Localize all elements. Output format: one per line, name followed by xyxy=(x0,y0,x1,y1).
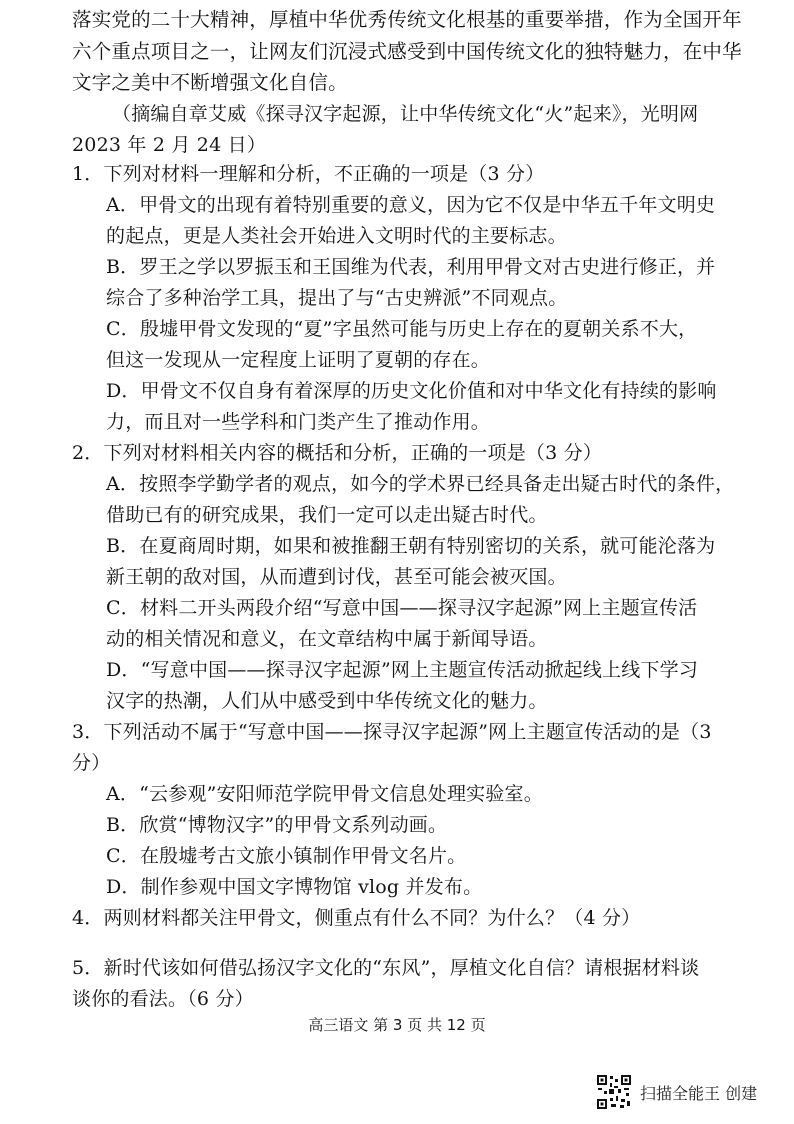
citation-line: （摘编自章艾威《探寻汉字起源，让中华传统文化“火”起来》，光明网 xyxy=(112,103,699,125)
option-c: C．材料二开头两段介绍“写意中国——探寻汉字起源”网上主题宣传活 xyxy=(106,597,698,619)
option-d: D．甲骨文不仅自身有着深厚的历史文化价值和对中华文化有持续的影响 xyxy=(106,380,717,402)
option-a: A．“云参观”安阳师范学院甲骨文信息处理实验室。 xyxy=(106,783,543,805)
page-footer: 高三语文 第 3 页 共 12 页 xyxy=(308,1016,486,1034)
option-c-continued: 动的相关情况和意义，在文章结构中属于新闻导语。 xyxy=(106,628,548,650)
option-b-continued: 新王朝的敌对国，从而遭到讨伐，甚至可能会被灭国。 xyxy=(106,566,567,588)
question-stem-continued: 分） xyxy=(72,752,111,774)
option-b: B．在夏商周时期，如果和被推翻王朝有特别密切的关系，就可能沦落为 xyxy=(106,535,716,557)
question-stem: 5．新时代该如何借弘扬汉字文化的“东风”，厚植文化自信？请根据材料谈 xyxy=(72,957,700,979)
question-stem: 1．下列对材料一理解和分析，不正确的一项是（3 分） xyxy=(72,163,545,185)
intro-line: 文字之美中不断增强文化自信。 xyxy=(72,71,348,94)
scanner-label: 扫描全能王 创建 xyxy=(640,1084,758,1103)
question-stem-continued: 谈你的看法。（6 分） xyxy=(72,988,254,1010)
citation-line: 2023 年 2 月 24 日） xyxy=(72,134,267,156)
option-d: D．“写意中国——探寻汉字起源”网上主题宣传活动掀起线上线下学习 xyxy=(106,659,699,681)
option-c: C．在殷墟考古文旅小镇制作甲骨文名片。 xyxy=(106,845,467,867)
intro-line: 落实党的二十大精神，厚植中华优秀传统文化根基的重要举措，作为全国开年 xyxy=(72,8,742,31)
option-d-continued: 力，而且对一些学科和门类产生了推动作用。 xyxy=(106,411,491,433)
option-a: A．甲骨文的出现有着特别重要的意义，因为它不仅是中华五千年文明史 xyxy=(106,194,716,216)
option-d: D．制作参观中国文字博物馆 vlog 并发布。 xyxy=(106,876,483,898)
option-a-continued: 借助已有的研究成果，我们一定可以走出疑古时代。 xyxy=(106,504,548,526)
qr-code-icon xyxy=(596,1074,632,1110)
option-b-continued: 综合了多种治学工具，提出了与“古史辨派”不同观点。 xyxy=(106,287,568,309)
option-b: B．罗王之学以罗振玉和王国维为代表，利用甲骨文对古史进行修正，并 xyxy=(106,256,716,278)
question-stem: 2．下列对材料相关内容的概括和分析，正确的一项是（3 分） xyxy=(72,442,603,464)
option-c: C．殷墟甲骨文发现的“夏”字虽然可能与历史上存在的夏朝关系不大， xyxy=(106,318,698,340)
option-a: A．按照李学勤学者的观点，如今的学术界已经具备走出疑古时代的条件， xyxy=(106,473,735,495)
option-d-continued: 汉字的热潮，人们从中感受到中华传统文化的魅力。 xyxy=(106,690,548,712)
option-b: B．欣赏“博物汉字”的甲骨文系列动画。 xyxy=(106,814,448,836)
question-stem: 4．两则材料都关注甲骨文，侧重点有什么不同？为什么？（4 分） xyxy=(72,907,641,929)
intro-line: 六个重点项目之一，让网友们沉浸式感受到中国传统文化的独特魅力，在中华 xyxy=(72,40,742,63)
option-a-continued: 的起点，更是人类社会开始进入文明时代的主要标志。 xyxy=(106,225,567,247)
option-c-continued: 但这一发现从一定程度上证明了夏朝的存在。 xyxy=(106,349,491,371)
question-stem: 3．下列活动不属于“写意中国——探寻汉字起源”网上主题宣传活动的是（3 xyxy=(72,721,712,743)
